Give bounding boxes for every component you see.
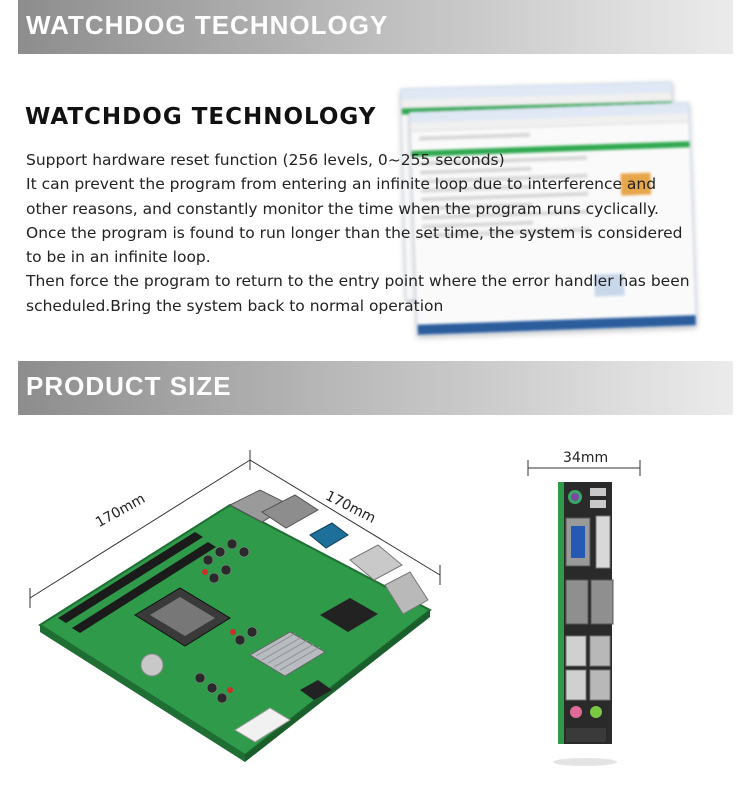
description-line: other reasons, and constantly monitor the time when the program runs cyclically. <box>26 199 659 218</box>
description-line: scheduled.Bring the system back to normal operation <box>26 296 444 315</box>
section-heading: WATCHDOG TECHNOLOGY <box>25 104 377 130</box>
dimension-label-height: 34mm <box>563 450 609 466</box>
banner-title: PRODUCT SIZE <box>26 371 232 401</box>
description-line: Support hardware reset function (256 levels, 0~255 seconds) <box>26 151 505 169</box>
description-line: to be in an infinite loop. <box>26 248 211 267</box>
description-line: Then force the program to return to the entry point where the error handler has been <box>26 272 690 291</box>
description-line: Once the program is found to run longer than the set time, the system is considered <box>26 223 683 242</box>
dimension-label-width: 170mm <box>322 488 379 527</box>
description-line: It can prevent the program from entering an infinite loop due to interference and <box>26 175 657 194</box>
dimension-label-length: 170mm <box>93 490 148 531</box>
banner-title: WATCHDOG TECHNOLOGY <box>26 10 389 40</box>
